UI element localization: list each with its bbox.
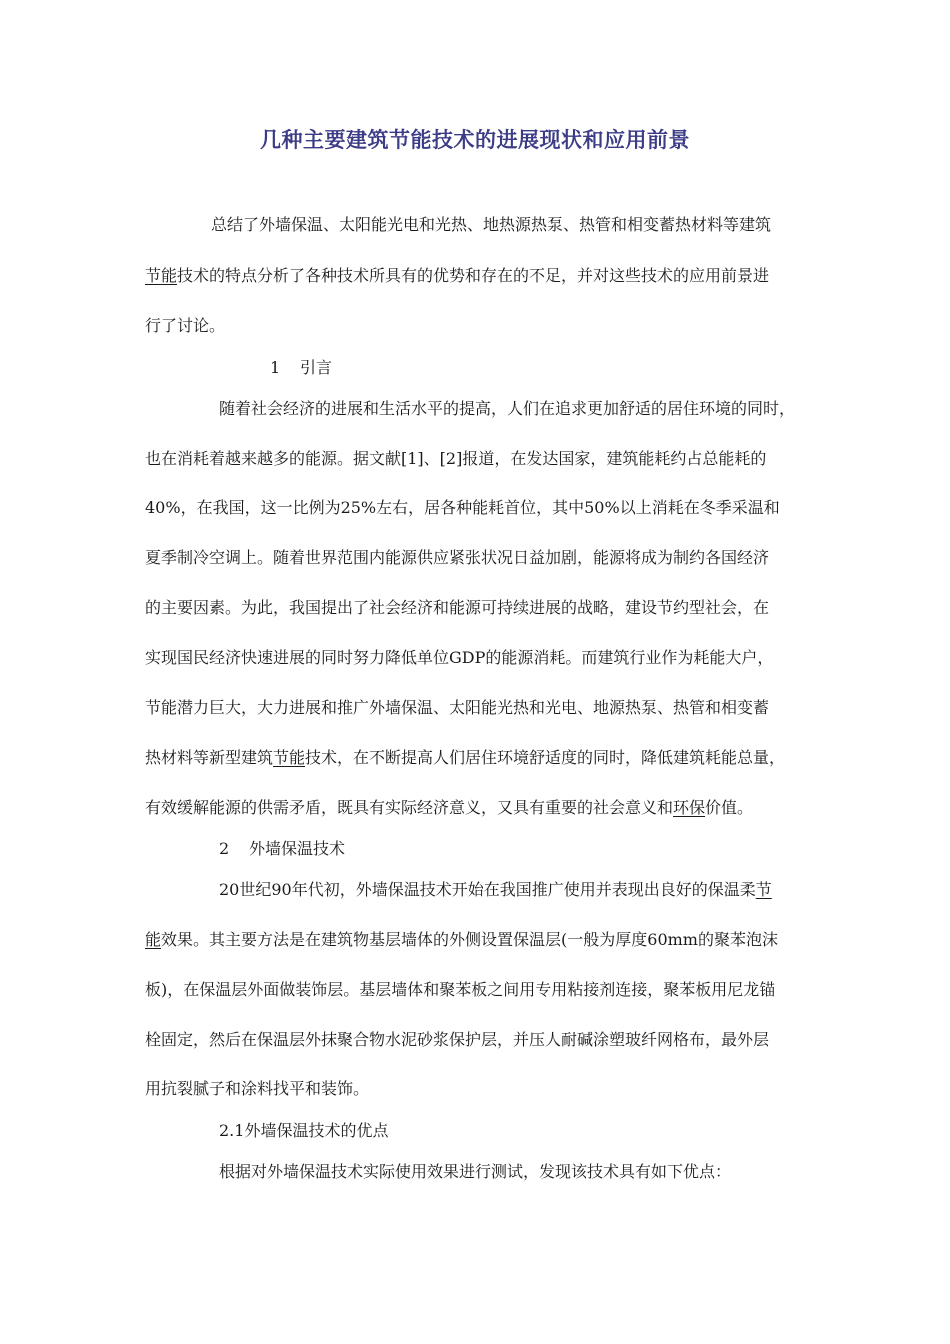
section-1-number: 1 bbox=[270, 358, 281, 377]
section-2-number: 2 bbox=[219, 839, 230, 858]
section-2-line-2 bbox=[145, 929, 778, 951]
section-2-line-1-text: 20世纪90年代初，外墙保温技术开始在我国推广使用并表现出良好的保温柔 bbox=[219, 880, 756, 899]
section-2-line-4: 栓固定，然后在保温层外抹聚合物水泥砂浆保护层，并压人耐碱涂塑玻纤网格布，最外层 bbox=[145, 1030, 770, 1049]
section-1-line-9-text-a: 有效缓解能源的供需矛盾，既具有实际经济意义，又具有重要的社会意义和 bbox=[145, 798, 674, 817]
section-2-line-1 bbox=[219, 879, 772, 901]
section-2-1-heading: 2.1外墙保温技术的优点 bbox=[219, 1121, 389, 1140]
section-1-line-8-text-a: 热材料等新型建筑 bbox=[145, 748, 274, 767]
section-1-line-8 bbox=[145, 747, 785, 769]
abstract-line-2-text: 技术的特点分析了各种技术所具有的优势和存在的不足，并对这些技术的应用前景进 bbox=[177, 266, 770, 285]
section-1-line-8-text-b: 技术，在不断提高人们居住环境舒适度的同时，降低建筑耗能总量， bbox=[305, 748, 786, 767]
section-1-line-3: 40%，在我国，这一比例为25%左右，居各种能耗首位，其中50%以上消耗在冬季采温和 bbox=[145, 498, 780, 517]
section-1-line-5: 的主要因素。为此，我国提出了社会经济和能源可持续进展的战略，建设节约型社会，在 bbox=[145, 598, 770, 617]
abstract-line-3: 行了讨论。 bbox=[145, 316, 226, 335]
section-2-1-line-1: 根据对外墙保温技术实际使用效果进行测试，发现该技术具有如下优点： bbox=[219, 1162, 732, 1181]
abstract-line-1: 总结了外墙保温、太阳能光电和光热、地热源热泵、热管和相变蓄热材料等建筑 bbox=[211, 215, 772, 234]
section-2-line-3: 板)，在保温层外面做装饰层。基层墙体和聚苯板之间用专用粘接剂连接，聚苯板用尼龙锚 bbox=[145, 980, 776, 999]
environmental-protection-link[interactable]: 环保 bbox=[673, 798, 706, 817]
section-1-line-4: 夏季制冷空调上。随着世界范围内能源供应紧张状况日益加剧，能源将成为制约各国经济 bbox=[145, 548, 770, 567]
section-1-heading bbox=[270, 357, 332, 379]
energy-saving-link-part-1[interactable]: 节 bbox=[755, 880, 772, 899]
section-2-heading bbox=[219, 838, 345, 860]
energy-saving-link[interactable]: 节能 bbox=[145, 266, 178, 285]
section-1-line-2: 也在消耗着越来越多的能源。据文献[1]、[2]报道，在发达国家，建筑能耗约占总能耗的 bbox=[145, 449, 767, 468]
document-title: 几种主要建筑节能技术的进展现状和应用前景 bbox=[260, 128, 690, 152]
energy-saving-link-part-2[interactable]: 能 bbox=[145, 930, 162, 949]
section-1-line-9 bbox=[145, 797, 753, 819]
section-2-line-2-text: 效果。其主要方法是在建筑物基层墙体的外侧设置保温层(一般为厚度60mm的聚苯泡沫 bbox=[161, 930, 778, 949]
section-1-line-1: 随着社会经济的进展和生活水平的提高，人们在追求更加舒适的居住环境的同时， bbox=[219, 399, 796, 418]
section-1-title: 引言 bbox=[300, 358, 333, 377]
section-2-line-5: 用抗裂腻子和涂料找平和装饰。 bbox=[145, 1079, 370, 1098]
section-1-line-7: 节能潜力巨大，大力进展和推广外墙保温、太阳能光热和光电、地源热泵、热管和相变蓄 bbox=[145, 698, 770, 717]
section-2-title: 外墙保温技术 bbox=[249, 839, 346, 858]
section-1-line-6: 实现国民经济快速进展的同时努力降低单位GDP的能源消耗。而建筑行业作为耗能大户， bbox=[145, 648, 774, 667]
section-1-line-9-text-b: 价值。 bbox=[705, 798, 754, 817]
abstract-line-2 bbox=[145, 265, 769, 287]
energy-saving-link[interactable]: 节能 bbox=[273, 748, 306, 767]
